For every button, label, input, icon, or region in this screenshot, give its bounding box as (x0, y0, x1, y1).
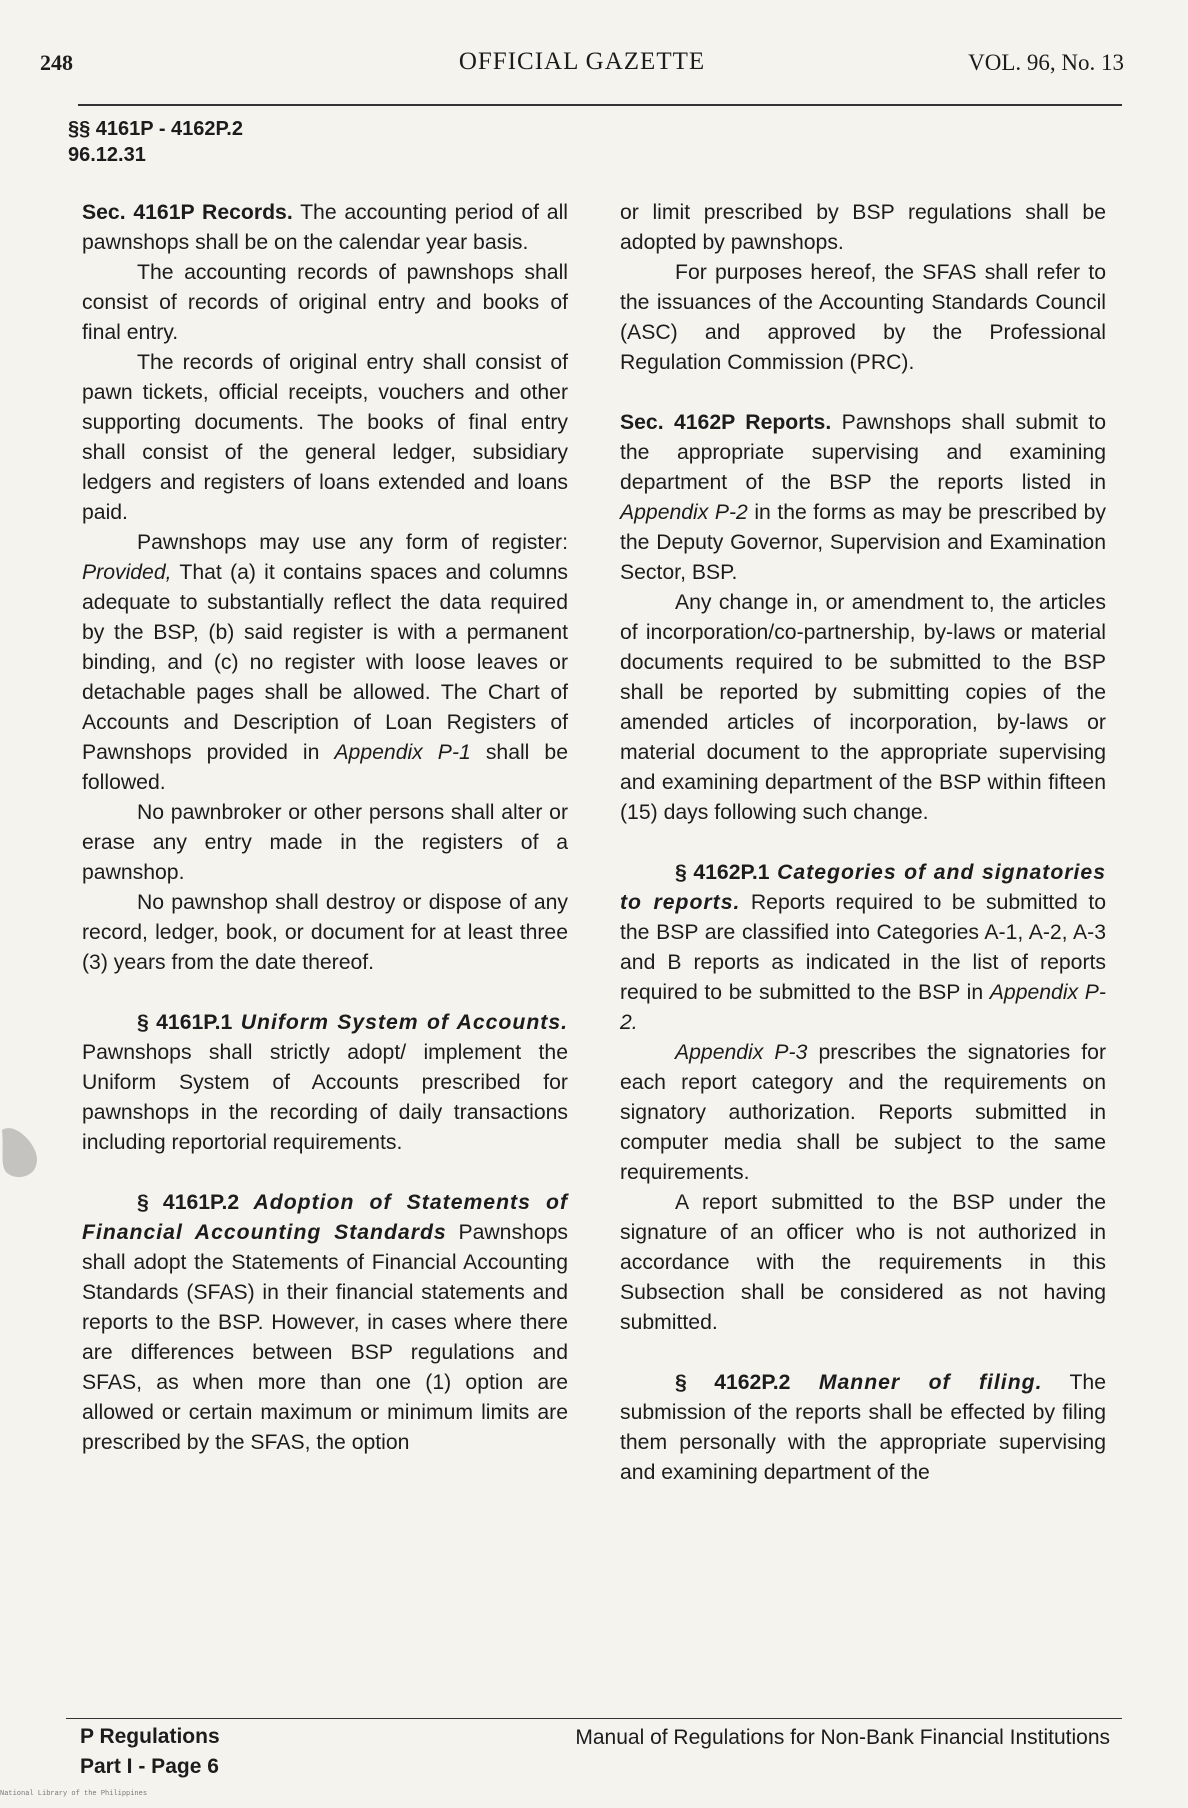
subsection-title: Uniform System of Accounts. (232, 1011, 568, 1034)
paragraph: Sec. 4162P Reports. Pawnshops shall submit to the appropriate supervising and examining department of the BSP the reports listed in Appendix P-2 in the forms as may be prescribed by the Deputy Governor, Supervision and Examination Sector, BSP. (620, 411, 1107, 584)
subsection-number: § 4162P.1 (675, 861, 770, 884)
page-number: 248 (40, 50, 73, 75)
subsection-paragraph: § 4161P.2 Adoption of Statements of Financial Accounting Standards Pawnshops shall adopt the Statements of Financial Accounting Standards (SFAS) in their financial statements and reports to the BSP. However, in cases where there are differences between BSP regulations and SFAS, as when more than one (1) option are allowed or certain maximum or minimum limits are prescribed by the SFAS, the option (82, 1191, 568, 1454)
page-header (40, 44, 1124, 78)
footer-manual-title: Manual of Regulations for Non-Bank Financial Institutions (575, 1726, 1110, 1749)
right-column (620, 198, 1106, 1488)
publication-title: OFFICIAL GAZETTE (458, 48, 706, 75)
subsection-title: Categories of and signatories to reports. (620, 861, 1106, 914)
section-reference (68, 116, 243, 168)
subsection-number: § 4162P.2 (675, 1371, 791, 1394)
subsection-title: Manner of filing. (790, 1371, 1043, 1394)
section-range: §§ 4161P - 4162P.2 (68, 118, 243, 140)
scan-artifact (0, 1120, 50, 1190)
footer-regulation-label: P Regulations (80, 1725, 220, 1748)
subsection-paragraph: § 4162P.1 Categories of and signatories to reports. Reports required to be submitted to the BSP are classified into Categories A-1, A-2, A-3 and B reports as indicated in the list of reports required to be submitted to the BSP in Appendix P-2. (620, 861, 1106, 1034)
paragraph: The records of original entry shall consist of pawn tickets, official receipts, vouchers and other supporting documents. The books of final entry shall consist of the general ledger, subsidiary ledgers and registers of loans extended and loans paid. (82, 351, 568, 524)
paragraph: Pawnshops may use any form of register: Provided, That (a) it contains spaces and columns adequate to substantially reflect the data required by the BSP, (b) said register is with a permanent binding, and (c) no register with loose leaves or detachable pages shall be allowed. The Chart of Accounts and Description of Loan Registers of Pawnshops provided in Appendix P-1 shall be followed. (82, 531, 568, 794)
subsection-number: § 4161P.2 (137, 1191, 240, 1214)
paragraph: The accounting records of pawnshops shall consist of records of original entry and books of final entry. (82, 261, 568, 344)
scan-stamp: National Library of the Philippines (0, 1790, 148, 1798)
footer-rule (66, 1718, 1122, 1719)
subsection-title: Adoption of Statements of Financial Accounting Standards (82, 1191, 568, 1244)
paragraph: A report submitted to the BSP under the signature of an officer who is not authorized in accordance with the requirements in this Subsection shall be considered as not having submitted. (620, 1191, 1106, 1334)
footer-page-label: Part I - Page 6 (80, 1755, 219, 1778)
volume-number: VOL. 96, No. 13 (968, 50, 1124, 75)
paragraph: No pawnbroker or other persons shall alter or erase any entry made in the registers of a pawnshop. (82, 801, 568, 884)
paragraph: Sec. 4161P Records. The accounting period of all pawnshops shall be on the calendar year basis. (82, 201, 568, 254)
subsection-paragraph: § 4161P.1 Uniform System of Accounts. Pawnshops shall strictly adopt/ implement the Uniform System of Accounts prescribed for pawnshops in the recording of daily transactions including reportorial requirements. (82, 1011, 568, 1154)
left-column (82, 198, 568, 1458)
section-heading: Sec. 4162P Reports. (620, 411, 832, 434)
section-heading: Sec. 4161P Records. (82, 201, 293, 224)
paragraph: or limit prescribed by BSP regulations shall be adopted by pawnshops. (620, 201, 1106, 254)
paragraph: No pawnshop shall destroy or dispose of any record, ledger, book, or document for at least three (3) years from the date thereof. (82, 891, 568, 974)
revision-date: 96.12.31 (68, 144, 146, 166)
footer-section (80, 1722, 220, 1782)
header-rule (78, 104, 1122, 106)
paragraph: For purposes hereof, the SFAS shall refer to the issuances of the Accounting Standards Council (ASC) and approved by the Professional Regulation Commission (PRC). (620, 261, 1106, 374)
paragraph: Any change in, or amendment to, the articles of incorporation/co-partnership, by-laws or material documents required to be submitted to the BSP shall be reported by submitting copies of the amended articles of incorporation, by-laws or material document to the appropriate supervising and examining department of the BSP within fifteen (15) days following such change. (620, 591, 1106, 824)
paragraph: Appendix P-3 prescribes the signatories for each report category and the requirements on signatory authorization. Reports submitted in computer media shall be subject to the same requirements. (620, 1041, 1106, 1184)
subsection-number: § 4161P.1 (137, 1011, 233, 1034)
subsection-paragraph: § 4162P.2 Manner of filing. The submission of the reports shall be effected by filing them personally with the appropriate supervising and examining department of the (620, 1371, 1107, 1484)
